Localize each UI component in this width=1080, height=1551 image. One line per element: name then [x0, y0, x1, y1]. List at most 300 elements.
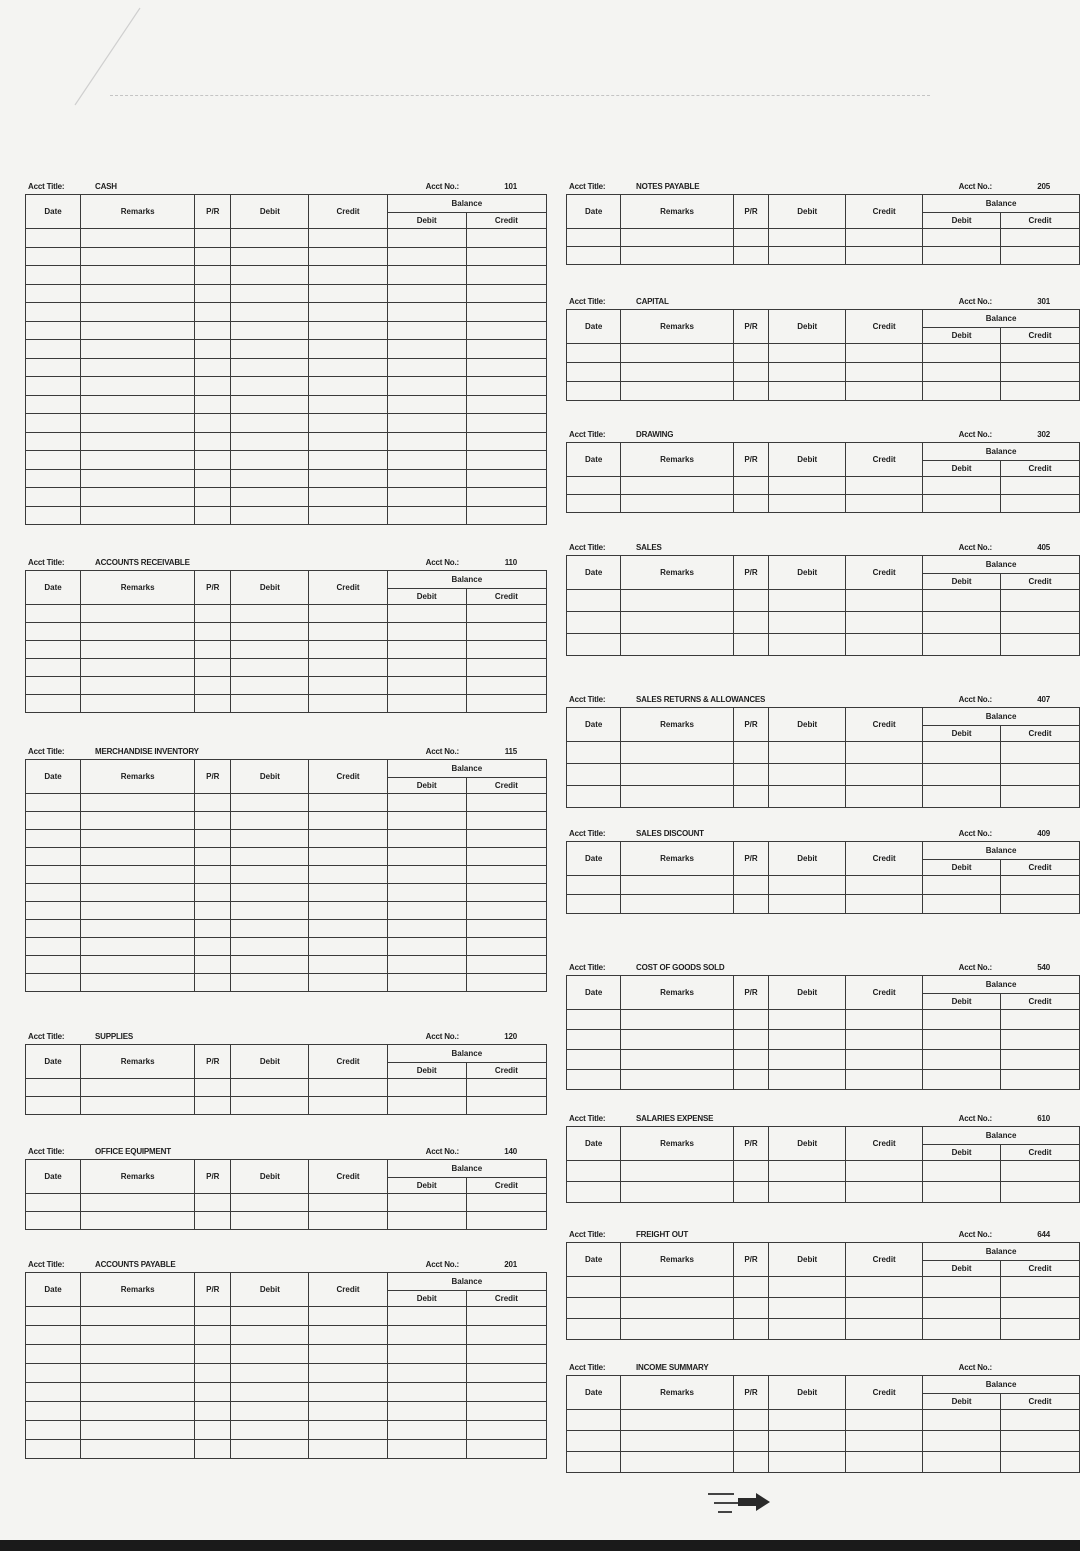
- acct-title-label: Acct Title:: [569, 1363, 606, 1372]
- ledger-row: [26, 358, 547, 377]
- credit-cell: [309, 506, 387, 525]
- debit-header: Debit: [769, 1376, 846, 1410]
- acct-title-label: Acct Title:: [28, 1260, 65, 1269]
- date-cell: [26, 659, 81, 677]
- pr-cell: [733, 876, 769, 895]
- remarks-cell: [81, 902, 195, 920]
- credit-header: Credit: [309, 571, 387, 605]
- balance-debit-cell: [387, 358, 466, 377]
- balance-debit-cell: [387, 1326, 466, 1345]
- remarks-cell: [621, 1431, 733, 1452]
- pr-cell: [733, 1431, 769, 1452]
- pr-cell: [195, 358, 231, 377]
- debit-cell: [231, 1097, 309, 1115]
- pr-cell: [195, 956, 231, 974]
- remarks-cell: [621, 876, 733, 895]
- balance-header: Balance: [387, 1160, 546, 1178]
- balance-credit-cell: [466, 812, 546, 830]
- debit-header: Debit: [769, 443, 846, 477]
- balance-credit-cell: [466, 414, 546, 433]
- pr-cell: [733, 742, 769, 764]
- ledger-table: [566, 309, 1080, 401]
- pr-cell: [195, 1440, 231, 1459]
- date-cell: [26, 1212, 81, 1230]
- credit-cell: [846, 634, 923, 656]
- debit-header: Debit: [231, 1273, 309, 1307]
- remarks-header: Remarks: [81, 1160, 195, 1194]
- pr-cell: [733, 1452, 769, 1473]
- ledger-header: [25, 1258, 547, 1272]
- debit-header: Debit: [769, 1127, 846, 1161]
- balance-debit-cell: [923, 344, 1001, 363]
- ledger-row: [26, 866, 547, 884]
- remarks-cell: [81, 1212, 195, 1230]
- balance-debit-cell: [387, 974, 466, 992]
- pr-header: P/R: [733, 443, 769, 477]
- ledger-header: [566, 180, 1080, 194]
- balance-credit-header: Credit: [466, 778, 546, 794]
- date-cell: [26, 1383, 81, 1402]
- remarks-cell: [621, 1070, 733, 1090]
- balance-credit-cell: [1001, 1452, 1080, 1473]
- acct-no-label: Acct No.:: [425, 182, 459, 191]
- acct-title-label: Acct Title:: [569, 430, 606, 439]
- ledger-header: [566, 827, 1080, 841]
- balance-credit-header: Credit: [1001, 574, 1080, 590]
- ledger-row: [26, 1421, 547, 1440]
- ledger-row: [567, 344, 1080, 363]
- ledger-row: [26, 641, 547, 659]
- balance-debit-cell: [923, 895, 1001, 914]
- remarks-cell: [81, 920, 195, 938]
- pr-header: P/R: [195, 1160, 231, 1194]
- balance-credit-header: Credit: [1001, 213, 1080, 229]
- balance-credit-cell: [466, 938, 546, 956]
- credit-cell: [309, 1307, 387, 1326]
- acct-no-label: Acct No.:: [958, 963, 992, 972]
- credit-cell: [309, 956, 387, 974]
- balance-debit-cell: [387, 830, 466, 848]
- ledger-row: [567, 1319, 1080, 1340]
- balance-debit-cell: [387, 1212, 466, 1230]
- balance-credit-cell: [466, 1402, 546, 1421]
- balance-header: Balance: [923, 443, 1080, 461]
- debit-cell: [769, 1319, 846, 1340]
- ledger-table: [566, 194, 1080, 265]
- debit-cell: [769, 764, 846, 786]
- credit-header: Credit: [309, 1160, 387, 1194]
- balance-credit-cell: [1001, 247, 1080, 265]
- remarks-cell: [621, 1182, 733, 1203]
- debit-cell: [231, 432, 309, 451]
- debit-cell: [231, 605, 309, 623]
- ledger-row: [26, 830, 547, 848]
- remarks-cell: [81, 866, 195, 884]
- date-cell: [567, 876, 621, 895]
- date-header: Date: [567, 556, 621, 590]
- pr-cell: [733, 1010, 769, 1030]
- balance-debit-cell: [923, 382, 1001, 401]
- balance-header: Balance: [923, 708, 1080, 726]
- remarks-cell: [621, 1410, 733, 1431]
- acct-no-value: 115: [504, 747, 517, 756]
- debit-header: Debit: [231, 195, 309, 229]
- remarks-cell: [81, 340, 195, 359]
- credit-cell: [309, 641, 387, 659]
- acct-no-value: 405: [1037, 543, 1050, 552]
- debit-cell: [231, 303, 309, 322]
- debit-cell: [769, 229, 846, 247]
- ledger-table: [566, 975, 1080, 1090]
- balance-header: Balance: [923, 310, 1080, 328]
- ledger-header: [566, 295, 1080, 309]
- debit-cell: [231, 229, 309, 248]
- pr-cell: [195, 469, 231, 488]
- debit-cell: [769, 895, 846, 914]
- ledger-table: [566, 1242, 1080, 1340]
- ledger-row: [26, 1345, 547, 1364]
- balance-debit-header: Debit: [387, 589, 466, 605]
- debit-cell: [769, 634, 846, 656]
- balance-debit-cell: [387, 340, 466, 359]
- pr-cell: [733, 1319, 769, 1340]
- balance-credit-cell: [1001, 382, 1080, 401]
- credit-cell: [846, 764, 923, 786]
- ledger-header: [566, 693, 1080, 707]
- debit-cell: [231, 1212, 309, 1230]
- credit-cell: [846, 1070, 923, 1090]
- remarks-cell: [81, 830, 195, 848]
- credit-cell: [309, 1383, 387, 1402]
- balance-debit-cell: [923, 1410, 1001, 1431]
- date-cell: [26, 866, 81, 884]
- pr-cell: [733, 1161, 769, 1182]
- credit-cell: [846, 612, 923, 634]
- remarks-cell: [621, 612, 733, 634]
- balance-credit-cell: [466, 1097, 546, 1115]
- pr-header: P/R: [195, 1273, 231, 1307]
- balance-debit-cell: [923, 876, 1001, 895]
- balance-debit-cell: [923, 1050, 1001, 1070]
- remarks-cell: [621, 786, 733, 808]
- debit-header: Debit: [231, 1160, 309, 1194]
- acct-no-value: 540: [1037, 963, 1050, 972]
- remarks-cell: [81, 266, 195, 285]
- balance-credit-cell: [1001, 786, 1080, 808]
- acct-title-value: CAPITAL: [636, 297, 669, 306]
- balance-credit-header: Credit: [1001, 994, 1080, 1010]
- remarks-header: Remarks: [621, 1376, 733, 1410]
- remarks-header: Remarks: [621, 443, 733, 477]
- credit-cell: [309, 1097, 387, 1115]
- balance-credit-cell: [466, 902, 546, 920]
- pr-cell: [195, 659, 231, 677]
- balance-credit-header: Credit: [1001, 1394, 1080, 1410]
- credit-cell: [309, 1326, 387, 1345]
- balance-header: Balance: [923, 195, 1080, 213]
- balance-debit-header: Debit: [923, 328, 1001, 344]
- debit-cell: [231, 1440, 309, 1459]
- remarks-header: Remarks: [81, 195, 195, 229]
- credit-cell: [309, 247, 387, 266]
- ledger-row: [567, 764, 1080, 786]
- next-page-arrow-icon: [704, 1488, 774, 1518]
- ledger-row: [26, 321, 547, 340]
- balance-credit-cell: [466, 432, 546, 451]
- acct-title-value: CASH: [95, 182, 117, 191]
- balance-credit-cell: [1001, 590, 1080, 612]
- debit-cell: [231, 695, 309, 713]
- ledger-table: [566, 555, 1080, 656]
- balance-credit-cell: [466, 377, 546, 396]
- balance-debit-cell: [923, 612, 1001, 634]
- debit-cell: [769, 612, 846, 634]
- debit-cell: [231, 247, 309, 266]
- pr-cell: [733, 612, 769, 634]
- ledger-row: [567, 876, 1080, 895]
- credit-cell: [309, 303, 387, 322]
- pr-cell: [195, 395, 231, 414]
- balance-debit-header: Debit: [387, 213, 466, 229]
- debit-cell: [231, 451, 309, 470]
- remarks-cell: [621, 1452, 733, 1473]
- date-cell: [567, 1319, 621, 1340]
- pr-cell: [195, 641, 231, 659]
- balance-debit-cell: [387, 848, 466, 866]
- date-cell: [26, 794, 81, 812]
- ledger-row: [567, 1182, 1080, 1203]
- balance-credit-cell: [1001, 1030, 1080, 1050]
- ledger-row: [26, 414, 547, 433]
- balance-header: Balance: [387, 760, 546, 778]
- remarks-cell: [81, 395, 195, 414]
- balance-credit-cell: [1001, 876, 1080, 895]
- remarks-cell: [81, 321, 195, 340]
- balance-credit-header: Credit: [466, 1063, 546, 1079]
- balance-debit-cell: [923, 1319, 1001, 1340]
- balance-credit-header: Credit: [466, 1291, 546, 1307]
- credit-cell: [309, 377, 387, 396]
- debit-cell: [231, 266, 309, 285]
- pr-cell: [733, 477, 769, 495]
- pr-cell: [195, 1194, 231, 1212]
- balance-debit-cell: [923, 1030, 1001, 1050]
- date-header: Date: [26, 1273, 81, 1307]
- remarks-header: Remarks: [81, 1045, 195, 1079]
- debit-cell: [231, 1194, 309, 1212]
- date-cell: [26, 377, 81, 396]
- date-cell: [567, 382, 621, 401]
- balance-credit-header: Credit: [466, 213, 546, 229]
- date-cell: [567, 1010, 621, 1030]
- ledger-header: [566, 1228, 1080, 1242]
- date-header: Date: [26, 1045, 81, 1079]
- remarks-cell: [81, 377, 195, 396]
- balance-debit-cell: [387, 1421, 466, 1440]
- debit-cell: [769, 1161, 846, 1182]
- balance-debit-cell: [387, 920, 466, 938]
- ledger-row: [26, 902, 547, 920]
- remarks-cell: [621, 1277, 733, 1298]
- credit-header: Credit: [846, 310, 923, 344]
- remarks-cell: [81, 229, 195, 248]
- debit-header: Debit: [231, 760, 309, 794]
- date-cell: [26, 303, 81, 322]
- date-cell: [26, 902, 81, 920]
- balance-credit-header: Credit: [466, 1178, 546, 1194]
- credit-header: Credit: [309, 1273, 387, 1307]
- balance-credit-header: Credit: [1001, 1145, 1080, 1161]
- acct-no-label: Acct No.:: [958, 297, 992, 306]
- credit-cell: [846, 495, 923, 513]
- balance-debit-cell: [923, 247, 1001, 265]
- balance-credit-cell: [466, 1345, 546, 1364]
- date-header: Date: [26, 571, 81, 605]
- pr-cell: [733, 1277, 769, 1298]
- debit-cell: [231, 1326, 309, 1345]
- credit-cell: [309, 340, 387, 359]
- credit-cell: [846, 229, 923, 247]
- acct-no-value: 120: [504, 1032, 517, 1041]
- balance-credit-cell: [466, 956, 546, 974]
- remarks-cell: [81, 695, 195, 713]
- ledger-row: [26, 605, 547, 623]
- date-cell: [567, 1431, 621, 1452]
- pr-cell: [195, 1079, 231, 1097]
- balance-credit-cell: [466, 1326, 546, 1345]
- credit-cell: [309, 938, 387, 956]
- credit-cell: [309, 432, 387, 451]
- acct-no-label: Acct No.:: [425, 1260, 459, 1269]
- date-cell: [26, 938, 81, 956]
- ledger-row: [26, 1364, 547, 1383]
- pr-header: P/R: [733, 1127, 769, 1161]
- pr-cell: [733, 229, 769, 247]
- balance-credit-cell: [1001, 764, 1080, 786]
- balance-debit-cell: [923, 477, 1001, 495]
- date-cell: [567, 634, 621, 656]
- pr-cell: [195, 794, 231, 812]
- ledger-row: [26, 469, 547, 488]
- balance-credit-cell: [466, 451, 546, 470]
- acct-title-label: Acct Title:: [569, 182, 606, 191]
- ledger-table: [566, 1126, 1080, 1203]
- acct-title-label: Acct Title:: [28, 182, 65, 191]
- date-cell: [26, 848, 81, 866]
- balance-header: Balance: [923, 976, 1080, 994]
- balance-credit-header: Credit: [1001, 1261, 1080, 1277]
- ledger-row: [26, 229, 547, 248]
- acct-no-label: Acct No.:: [958, 1230, 992, 1239]
- balance-debit-header: Debit: [923, 213, 1001, 229]
- credit-cell: [846, 1030, 923, 1050]
- remarks-cell: [81, 451, 195, 470]
- ledger-table: [566, 841, 1080, 914]
- debit-cell: [769, 1030, 846, 1050]
- pr-header: P/R: [733, 195, 769, 229]
- date-cell: [26, 340, 81, 359]
- credit-cell: [309, 866, 387, 884]
- balance-debit-cell: [387, 623, 466, 641]
- balance-credit-cell: [466, 830, 546, 848]
- remarks-cell: [621, 477, 733, 495]
- ledger-row: [26, 623, 547, 641]
- credit-cell: [309, 902, 387, 920]
- debit-header: Debit: [769, 708, 846, 742]
- pr-cell: [195, 1345, 231, 1364]
- credit-cell: [846, 1431, 923, 1452]
- date-cell: [26, 266, 81, 285]
- pr-cell: [733, 344, 769, 363]
- debit-header: Debit: [769, 556, 846, 590]
- balance-debit-cell: [387, 902, 466, 920]
- ledger-row: [26, 677, 547, 695]
- credit-cell: [846, 1277, 923, 1298]
- pr-header: P/R: [733, 1243, 769, 1277]
- date-header: Date: [567, 976, 621, 1010]
- ledger-row: [26, 1307, 547, 1326]
- balance-credit-cell: [466, 395, 546, 414]
- acct-no-value: 140: [504, 1147, 517, 1156]
- date-cell: [26, 1421, 81, 1440]
- acct-no-label: Acct No.:: [958, 430, 992, 439]
- date-cell: [26, 1194, 81, 1212]
- debit-cell: [231, 506, 309, 525]
- credit-cell: [846, 1050, 923, 1070]
- date-cell: [26, 641, 81, 659]
- ledger-header: [25, 180, 547, 194]
- debit-cell: [769, 1452, 846, 1473]
- balance-debit-cell: [387, 506, 466, 525]
- debit-cell: [769, 786, 846, 808]
- balance-debit-cell: [387, 284, 466, 303]
- pr-header: P/R: [195, 195, 231, 229]
- pr-cell: [195, 266, 231, 285]
- balance-debit-cell: [387, 377, 466, 396]
- balance-credit-cell: [1001, 344, 1080, 363]
- balance-credit-cell: [466, 284, 546, 303]
- balance-debit-cell: [387, 956, 466, 974]
- balance-debit-cell: [923, 1452, 1001, 1473]
- remarks-cell: [81, 247, 195, 266]
- balance-debit-cell: [923, 764, 1001, 786]
- date-cell: [26, 1307, 81, 1326]
- remarks-cell: [81, 623, 195, 641]
- remarks-header: Remarks: [81, 571, 195, 605]
- ledger-row: [567, 612, 1080, 634]
- acct-no-label: Acct No.:: [958, 1363, 992, 1372]
- balance-header: Balance: [923, 1243, 1080, 1261]
- date-header: Date: [567, 1127, 621, 1161]
- acct-no-label: Acct No.:: [958, 829, 992, 838]
- balance-debit-cell: [923, 1070, 1001, 1090]
- remarks-header: Remarks: [81, 760, 195, 794]
- debit-cell: [231, 623, 309, 641]
- acct-no-value: 610: [1037, 1114, 1050, 1123]
- date-cell: [26, 623, 81, 641]
- ledger-table: [25, 1159, 547, 1230]
- balance-credit-cell: [1001, 1298, 1080, 1319]
- credit-cell: [309, 1421, 387, 1440]
- date-cell: [26, 920, 81, 938]
- pr-cell: [195, 340, 231, 359]
- credit-cell: [846, 1298, 923, 1319]
- credit-cell: [846, 1182, 923, 1203]
- remarks-cell: [81, 812, 195, 830]
- ledger-row: [26, 340, 547, 359]
- ledger-row: [567, 590, 1080, 612]
- acct-title-value: MERCHANDISE INVENTORY: [95, 747, 199, 756]
